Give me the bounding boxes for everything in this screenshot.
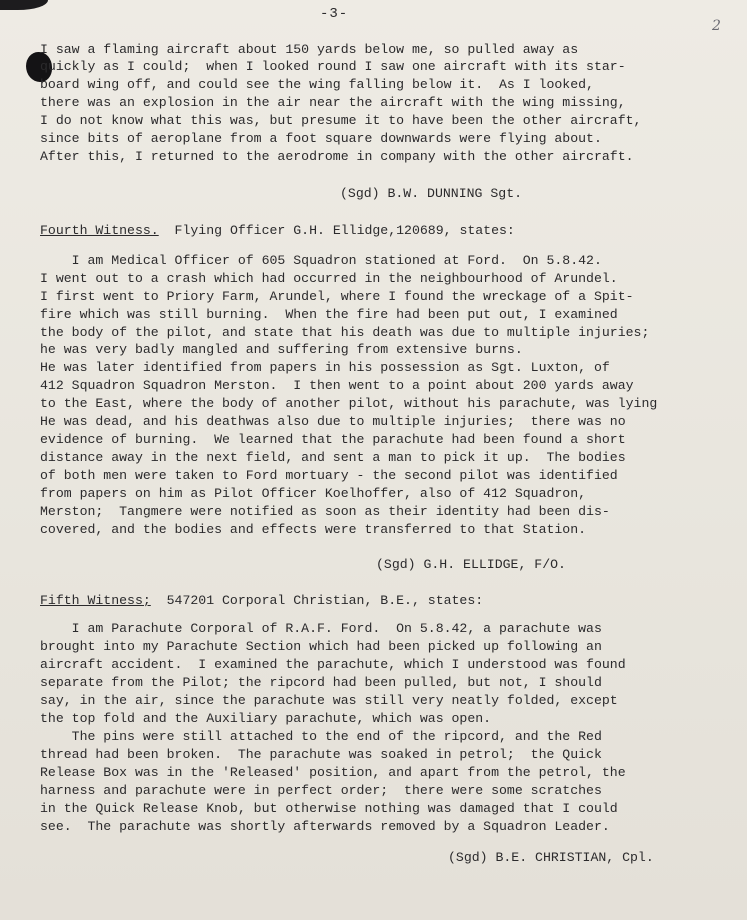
text-line: the body of the pilot, and state that his death was due to multiple injuries;: [40, 325, 650, 340]
text-line: from papers on him as Pilot Officer Koelhoffer, also of 412 Squadron,: [40, 486, 587, 501]
text-line: covered, and the bodies and effects were transferred to that Station.: [40, 522, 587, 537]
witness-intro: 547201 Corporal Christian, B.E., states:: [166, 593, 484, 608]
text-line: of both men were taken to Ford mortuary - the second pilot was identified: [40, 468, 618, 483]
witness-intro: Flying Officer G.H. Ellidge,120689, states:: [174, 223, 515, 238]
text-line: I do not know what this was, but presume it to have been the other aircraft,: [40, 113, 642, 128]
text-line: the top fold and the Auxiliary parachute, which was open.: [40, 711, 492, 726]
page-number: -3-: [320, 6, 349, 22]
text-line: I went out to a crash which had occurred in the neighbourhood of Arundel.: [40, 271, 618, 286]
text-line: aircraft accident. I examined the parachute, which I understood was found: [40, 657, 626, 672]
text-line: board wing off, and could see the wing falling below it. As I looked,: [40, 77, 594, 92]
signature-christian: (Sgd) B.E. CHRISTIAN, Cpl.: [448, 850, 654, 865]
witness-heading: [40, 222, 515, 239]
text-line: brought into my Parachute Section which had been picked up following an: [40, 639, 602, 654]
text-line: I saw a flaming aircraft about 150 yards below me, so pulled away as: [40, 42, 579, 57]
text-line: say, in the air, since the parachute was still very neatly folded, except: [40, 693, 618, 708]
text-line: 412 Squadron Squadron Merston. I then went to a point about 200 yards away: [40, 378, 634, 393]
text-line: separate from the Pilot; the ripcord had been pulled, but not, I should: [40, 675, 602, 690]
text-line: thread had been broken. The parachute was soaked in petrol; the Quick: [40, 747, 602, 762]
text-line: distance away in the next field, and sent a man to pick it up. The bodies: [40, 450, 626, 465]
text-line: Release Box was in the 'Released' position, and apart from the petrol, the: [40, 765, 626, 780]
witness-label: Fifth Witness;: [40, 593, 151, 608]
text-line: Merston; Tangmere were notified as soon as their identity had been dis-: [40, 504, 610, 519]
text-line: I am Medical Officer of 605 Squadron stationed at Ford. On 5.8.42.: [40, 253, 602, 268]
corner-ink-mark: [0, 0, 48, 10]
text-line: He was dead, and his deathwas also due to multiple injuries; there was no: [40, 414, 626, 429]
text-line: see. The parachute was shortly afterwards removed by a Squadron Leader.: [40, 819, 610, 834]
text-line: he was very badly mangled and suffering from extensive burns.: [40, 342, 523, 357]
text-line: there was an explosion in the air near the aircraft with the wing missing,: [40, 95, 626, 110]
text-line: quickly as I could; when I looked round I saw one aircraft with its star-: [40, 59, 626, 74]
signature-ellidge: (Sgd) G.H. ELLIDGE, F/O.: [376, 557, 566, 572]
text-line: fire which was still burning. When the fire had been put out, I examined: [40, 307, 618, 322]
text-line: harness and parachute were in perfect order; there were some scratches: [40, 783, 602, 798]
text-line: He was later identified from papers in his possession as Sgt. Luxton, of: [40, 360, 610, 375]
text-line: in the Quick Release Knob, but otherwise nothing was damaged that I could: [40, 801, 618, 816]
text-line: I first went to Priory Farm, Arundel, where I found the wreckage of a Spit-: [40, 289, 634, 304]
witness-heading: [40, 592, 483, 609]
handwritten-corner-note: 2: [712, 18, 721, 34]
witness-label: Fourth Witness.: [40, 223, 159, 238]
text-line: I am Parachute Corporal of R.A.F. Ford. On 5.8.42, a parachute was: [40, 621, 602, 636]
text-line: evidence of burning. We learned that the parachute had been found a short: [40, 432, 626, 447]
text-line: to the East, where the body of another pilot, without his parachute, was lying: [40, 396, 658, 411]
signature-dunning: (Sgd) B.W. DUNNING Sgt.: [340, 186, 523, 201]
text-line: After this, I returned to the aerodrome in company with the other aircraft.: [40, 149, 634, 164]
text-line: since bits of aeroplane from a foot square downwards were flying about.: [40, 131, 602, 146]
text-line: The pins were still attached to the end of the ripcord, and the Red: [40, 729, 602, 744]
